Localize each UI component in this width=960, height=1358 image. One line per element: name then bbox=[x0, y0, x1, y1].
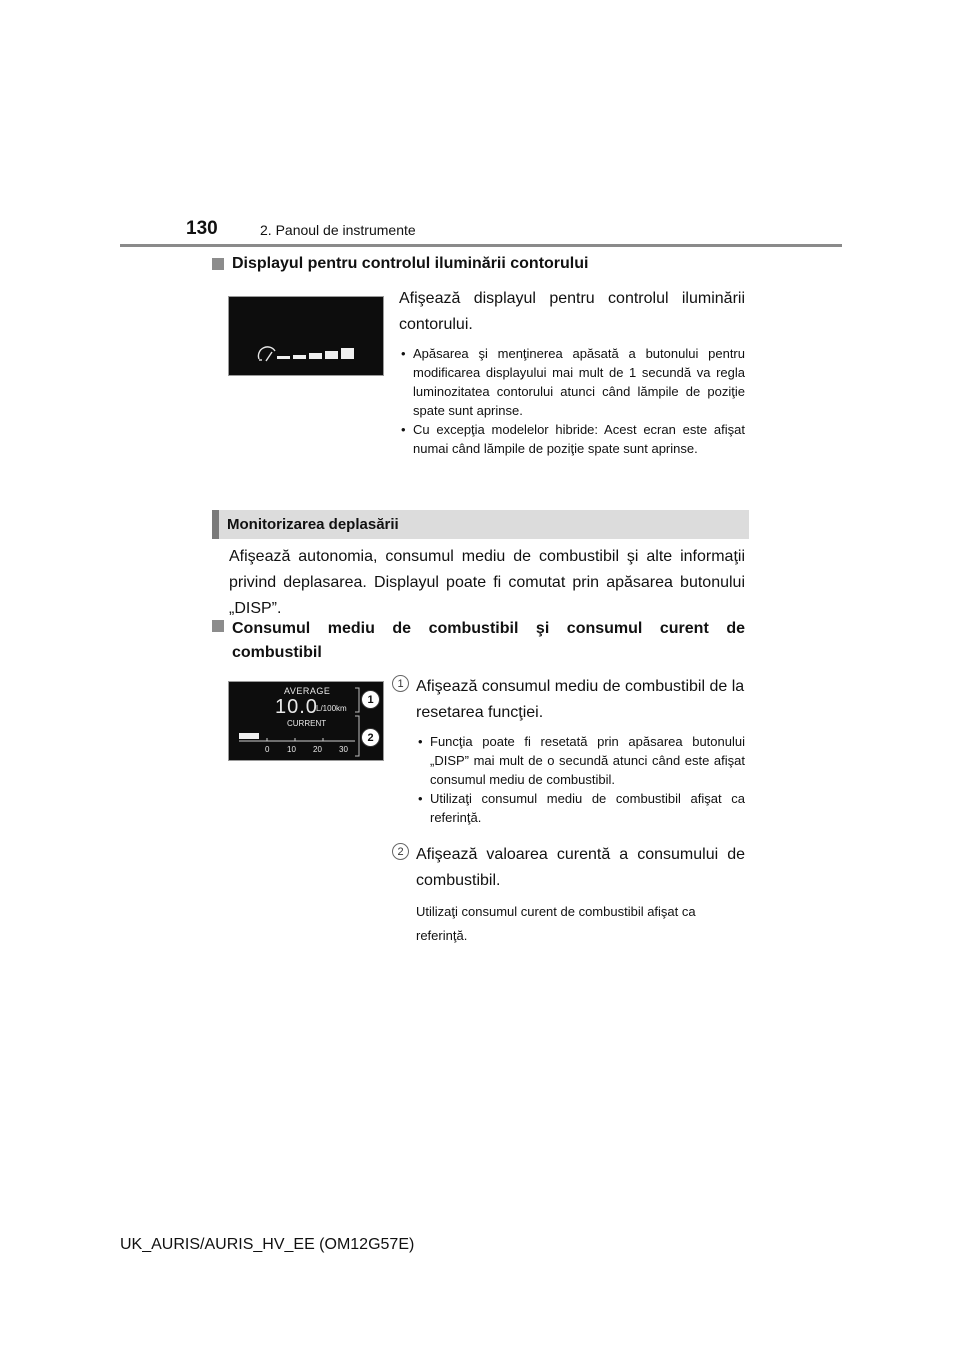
scale-tick-label: 10 bbox=[287, 745, 296, 754]
square-bullet-icon bbox=[212, 620, 224, 632]
band-accent-bar bbox=[212, 510, 219, 539]
brightness-level-icon bbox=[229, 297, 383, 375]
scale-tick-label: 30 bbox=[339, 745, 348, 754]
list-item: • Utilizaţi consumul mediu de combustibil afişat ca referinţă. bbox=[416, 789, 745, 827]
average-consumption-description bbox=[416, 674, 745, 827]
section-heading-meter-lighting bbox=[212, 255, 588, 273]
meter-lighting-display-image bbox=[228, 296, 384, 376]
chapter-title: 2. Panoul de instrumente bbox=[260, 222, 416, 238]
item-note: Utilizaţi consumul curent de combustibil afişat ca referinţă. bbox=[416, 904, 696, 943]
meter-lighting-description bbox=[399, 286, 745, 458]
list-item: • Cu excepţia modelelor hibride: Acest ecran este afişat numai când lămpile de poziţie spate sunt aprinse. bbox=[399, 420, 745, 458]
consumption-unit: L/100km bbox=[316, 704, 347, 713]
trip-monitor-intro: Afişează autonomia, consumul mediu de combustibil şi alte informaţii privind deplasarea. Displayul poate fi comutat prin apăsarea butonului „DISP”. bbox=[229, 548, 745, 617]
current-consumption-bar-graph bbox=[229, 682, 383, 760]
scale-tick-label: 20 bbox=[313, 745, 322, 754]
current-consumption-description bbox=[416, 842, 745, 948]
scale-tick-label: 0 bbox=[265, 745, 270, 754]
list-item: • Apăsarea şi menţinerea apăsată a butonului pentru modificarea displayului mai mult de 1 secundă va regla luminozitatea contorului atunci când lămpile de poziţie spate sunt aprinse. bbox=[399, 344, 745, 420]
section-heading-text: Consumul mediu de combustibil şi consumul curent de combustibil bbox=[232, 620, 745, 661]
item-number-circle: 2 bbox=[392, 843, 409, 860]
item-notes bbox=[416, 732, 745, 827]
average-label: AVERAGE bbox=[284, 686, 331, 696]
model-code-footer: UK_AURIS/AURIS_HV_EE (OM12G57E) bbox=[120, 1236, 415, 1253]
meter-lighting-lead: Afişează displayul pentru controlul iluminării contorului. bbox=[399, 290, 745, 333]
callout-1: 1 bbox=[361, 690, 380, 709]
callout-2: 2 bbox=[361, 728, 380, 747]
section-heading-fuel-consumption bbox=[212, 617, 745, 665]
section-band-trip-monitor bbox=[212, 510, 749, 539]
meter-lighting-notes bbox=[399, 344, 745, 458]
fuel-consumption-display-image bbox=[228, 681, 384, 761]
page-number: 130 bbox=[186, 218, 218, 239]
square-bullet-icon bbox=[212, 258, 224, 270]
item-lead: Afişează consumul mediu de combustibil de la resetarea funcţiei. bbox=[416, 678, 745, 721]
current-label: CURRENT bbox=[287, 719, 327, 728]
header-divider bbox=[120, 244, 842, 247]
item-lead: Afişează valoarea curentă a consumului de combustibil. bbox=[416, 846, 745, 889]
section-heading-text: Displayul pentru controlul iluminării contorului bbox=[232, 255, 589, 272]
list-item: • Funcţia poate fi resetată prin apăsarea butonului „DISP” mai mult de o secundă atunci când este afişat consumul mediu de combustibil. bbox=[416, 732, 745, 789]
average-value: 10.0 bbox=[275, 696, 318, 718]
item-number-circle: 1 bbox=[392, 675, 409, 692]
band-title: Monitorizarea deplasării bbox=[227, 516, 399, 533]
